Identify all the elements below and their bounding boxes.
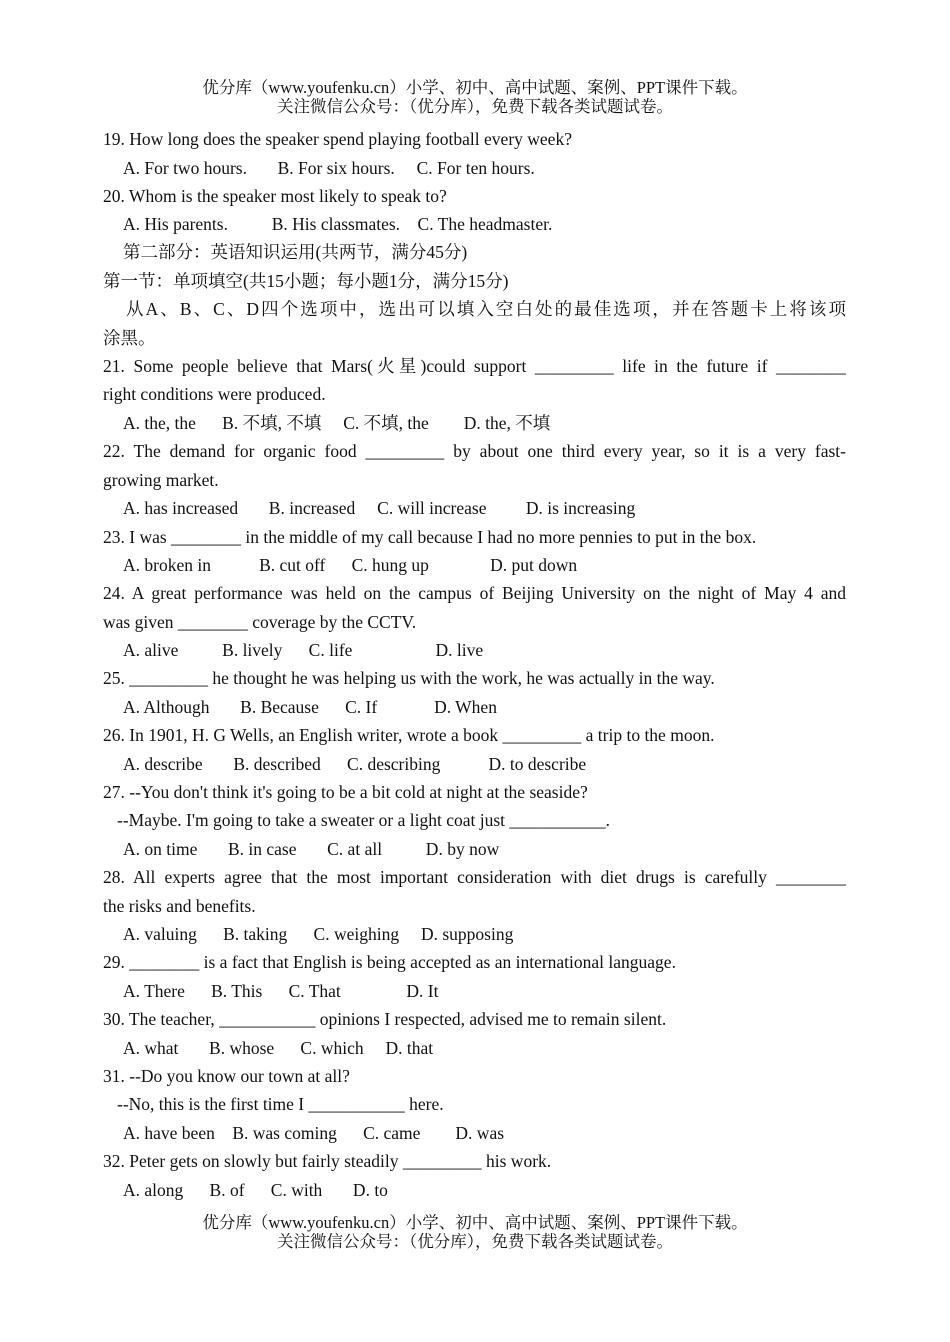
question-23-options: A. broken in B. cut off C. hung up D. put down bbox=[123, 555, 578, 575]
question-30-stem: 30. The teacher, ___________ opinions I respected, advised me to remain silent. bbox=[103, 1009, 667, 1029]
question-26-options: A. describe B. described C. describing D. to describe bbox=[123, 754, 587, 774]
question-31-stem-line-2: --No, this is the first time I ___________ here. bbox=[117, 1094, 444, 1114]
question-29-stem: 29. ________ is a fact that English is being accepted as an international language. bbox=[103, 952, 676, 972]
question-24-stem-line-2: was given ________ coverage by the CCTV. bbox=[103, 612, 417, 632]
footer-line-2: 关注微信公众号：（优分库），免费下载各类试题试卷。 bbox=[277, 1232, 673, 1251]
section-one-heading: 第一节：单项填空(共15小题；每小题1分，满分15分) bbox=[103, 271, 509, 291]
header-line-1: 优分库（www.youfenku.cn）小学、初中、高中试题、案例、PPT课件下载。 bbox=[202, 78, 748, 97]
question-21-stem-line-1: 21. Some people believe that Mars(火星)could support _________ life in the future if ________ bbox=[103, 356, 846, 376]
question-27-stem-line-1: 27. --You don't think it's going to be a bit cold at night at the seaside? bbox=[103, 782, 588, 802]
instruction-line-1: 从A、B、C、D四个选项中，选出可以填入空白处的最佳选项，并在答题卡上将该项 bbox=[126, 299, 846, 319]
question-29-options: A. There B. This C. That D. It bbox=[123, 981, 439, 1001]
question-22-stem-line-1: 22. The demand for organic food _________ by about one third every year, so it is a very fast- bbox=[103, 441, 846, 461]
question-28-options: A. valuing B. taking C. weighing D. supposing bbox=[123, 924, 514, 944]
question-27-stem-line-2: --Maybe. I'm going to take a sweater or a light coat just ___________. bbox=[117, 810, 611, 830]
question-20-options: A. His parents. B. His classmates. C. The headmaster. bbox=[123, 214, 553, 234]
question-32-options: A. along B. of C. with D. to bbox=[123, 1180, 388, 1200]
question-26-stem: 26. In 1901, H. G Wells, an English writer, wrote a book _________ a trip to the moon. bbox=[103, 725, 715, 745]
question-20-stem: 20. Whom is the speaker most likely to speak to? bbox=[103, 186, 447, 206]
footer-line-1: 优分库（www.youfenku.cn）小学、初中、高中试题、案例、PPT课件下载。 bbox=[202, 1213, 748, 1232]
question-28-stem-line-1: 28. All experts agree that the most important consideration with diet drugs is carefully ________ bbox=[103, 867, 846, 887]
question-22-options: A. has increased B. increased C. will increase D. is increasing bbox=[123, 498, 636, 518]
question-21-options: A. the, the B. 不填, 不填 C. 不填, the D. the, 不填 bbox=[123, 413, 551, 433]
question-19-stem: 19. How long does the speaker spend playing football every week? bbox=[103, 129, 572, 149]
question-30-options: A. what B. whose C. which D. that bbox=[123, 1038, 434, 1058]
question-24-stem-line-1: 24. A great performance was held on the campus of Beijing University on the night of May 4 and bbox=[103, 583, 846, 603]
question-23-stem: 23. I was ________ in the middle of my call because I had no more pennies to put in the box. bbox=[103, 527, 757, 547]
question-22-stem-line-2: growing market. bbox=[103, 470, 219, 490]
header-line-2: 关注微信公众号：（优分库），免费下载各类试题试卷。 bbox=[277, 97, 673, 116]
question-25-stem: 25. _________ he thought he was helping us with the work, he was actually in the way. bbox=[103, 668, 715, 688]
question-28-stem-line-2: the risks and benefits. bbox=[103, 896, 256, 916]
question-27-options: A. on time B. in case C. at all D. by now bbox=[123, 839, 500, 859]
question-31-stem-line-1: 31. --Do you know our town at all? bbox=[103, 1066, 350, 1086]
question-21-stem-line-2: right conditions were produced. bbox=[103, 384, 326, 404]
question-19-options: A. For two hours. B. For six hours. C. For ten hours. bbox=[123, 158, 535, 178]
question-25-options: A. Although B. Because C. If D. When bbox=[123, 697, 497, 717]
question-24-options: A. alive B. lively C. life D. live bbox=[123, 640, 484, 660]
question-31-options: A. have been B. was coming C. came D. was bbox=[123, 1123, 505, 1143]
instruction-line-2: 涂黑。 bbox=[103, 328, 156, 348]
question-32-stem: 32. Peter gets on slowly but fairly steadily _________ his work. bbox=[103, 1151, 552, 1171]
part-two-heading: 第二部分：英语知识运用(共两节，满分45分) bbox=[123, 242, 468, 262]
